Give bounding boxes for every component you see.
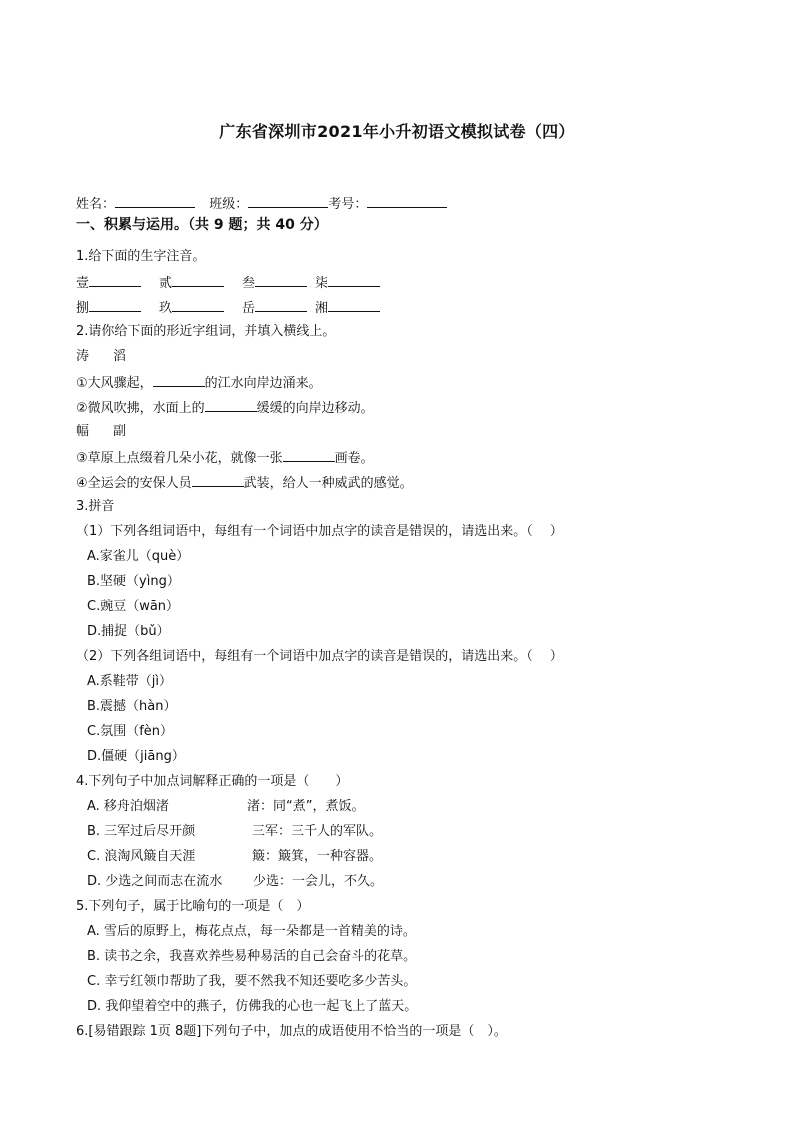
q3-option[interactable]: A.系鞋带（jì） — [87, 674, 173, 689]
q1-blank[interactable] — [255, 298, 307, 312]
q3-stem: 3.拼音 — [76, 499, 115, 514]
page-title: 广东省深圳市2021年小升初语文模拟试卷（四） — [219, 122, 575, 141]
q1-char: 贰 — [159, 276, 173, 291]
q1-blank[interactable] — [328, 298, 380, 312]
q1-blank[interactable] — [172, 273, 224, 287]
q1-char: 捌 — [76, 301, 90, 316]
student-info-row — [76, 194, 447, 214]
q2-sentence-4: ④全运会的安保人员 武装，给人一种威武的感觉。 — [76, 473, 413, 493]
q2-stem: 2.请你给下面的形近字组词，并填入横线上。 — [76, 324, 336, 339]
q5-option[interactable]: B. 读书之余，我喜欢养些易种易活的自己会奋斗的花草。 — [87, 949, 417, 964]
class-label: 班级： — [209, 197, 249, 212]
q2-sentence-1: ①大风骤起， 的江水向岸边涌来。 — [76, 373, 322, 393]
q2-pair1 — [76, 348, 126, 366]
name-blank[interactable] — [115, 194, 195, 208]
q2-blank[interactable] — [192, 473, 244, 487]
number-blank[interactable] — [367, 194, 447, 208]
q3-option[interactable]: C.氛围（fèn） — [87, 724, 174, 739]
q1-blank[interactable] — [89, 298, 141, 312]
q1-blank[interactable] — [172, 298, 224, 312]
q1-row2 — [76, 298, 380, 318]
q5-option[interactable]: C. 幸亏红领巾帮助了我，要不然我不知还要吃多少苦头。 — [87, 974, 417, 989]
q3-option[interactable]: B.坚硬（yìng） — [87, 574, 180, 589]
q2-char: 副 — [113, 424, 127, 439]
q2-blank[interactable] — [153, 373, 205, 387]
q1-char: 叁 — [242, 276, 256, 291]
q3-option[interactable]: C.豌豆（wān） — [87, 599, 180, 614]
number-label: 考号： — [328, 197, 368, 212]
q2-char: 幅 — [76, 424, 90, 439]
q1-blank[interactable] — [328, 273, 380, 287]
q5-option[interactable]: A. 雪后的原野上，梅花点点，每一朵都是一首精美的诗。 — [87, 924, 416, 939]
q1-char: 湘 — [315, 301, 329, 316]
q1-row1 — [76, 273, 380, 293]
q3-option[interactable]: D.捕捉（bǔ） — [87, 624, 170, 639]
q2-sentence-2: ②微风吹拂，水面上的 缓缓的向岸边移动。 — [76, 398, 374, 418]
section-heading: 一、积累与运用。（共 9 题；共 40 分） — [76, 217, 328, 233]
q4-stem: 4.下列句子中加点词解释正确的一项是（ ） — [76, 774, 349, 789]
q1-blank[interactable] — [255, 273, 307, 287]
q2-pair2 — [76, 423, 126, 441]
name-label: 姓名： — [76, 197, 116, 212]
q4-option[interactable]: D. 少选之间而志在流水 少选：一会儿，不久。 — [87, 874, 384, 889]
q2-blank[interactable] — [283, 448, 335, 462]
q2-char: 滔 — [113, 349, 127, 364]
q4-option[interactable]: A. 移舟泊烟渚 渚：同“煮”，煮饭。 — [87, 799, 365, 814]
q1-char: 壹 — [76, 276, 90, 291]
q2-blank[interactable] — [205, 398, 257, 412]
q5-option[interactable]: D. 我仰望着空中的燕子，仿佛我的心也一起飞上了蓝天。 — [87, 999, 418, 1014]
q3-option[interactable]: A.家雀儿（què） — [87, 549, 190, 564]
q2-char: 涛 — [76, 349, 90, 364]
q3-option[interactable]: B.震撼（hàn） — [87, 699, 177, 714]
class-blank[interactable] — [248, 194, 328, 208]
q4-option[interactable]: C. 浪淘风簸自天涯 簸：簸箕，一种容器。 — [87, 849, 383, 864]
q1-blank[interactable] — [89, 273, 141, 287]
q5-stem: 5.下列句子，属于比喻句的一项是（ ） — [76, 899, 310, 914]
q4-option[interactable]: B. 三军过后尽开颜 三军：三千人的军队。 — [87, 824, 383, 839]
q1-char: 玖 — [159, 301, 173, 316]
q3-sub2: （2）下列各组词语中，每组有一个词语中加点字的读音是错误的，请选出来。（ ） — [76, 649, 563, 664]
q3-sub1: （1）下列各组词语中，每组有一个词语中加点字的读音是错误的，请选出来。（ ） — [76, 524, 563, 539]
q3-option[interactable]: D.僵硬（jiāng） — [87, 749, 185, 764]
q6-stem: 6.[易错跟踪 1页 8题]下列句子中，加点的成语使用不恰当的一项是（ ）。 — [76, 1024, 507, 1039]
q2-sentence-3: ③草原上点缀着几朵小花，就像一张 画卷。 — [76, 448, 374, 468]
q1-stem: 1.给下面的生字注音。 — [76, 249, 206, 264]
q1-char: 岳 — [242, 301, 256, 316]
q1-char: 柒 — [315, 276, 329, 291]
